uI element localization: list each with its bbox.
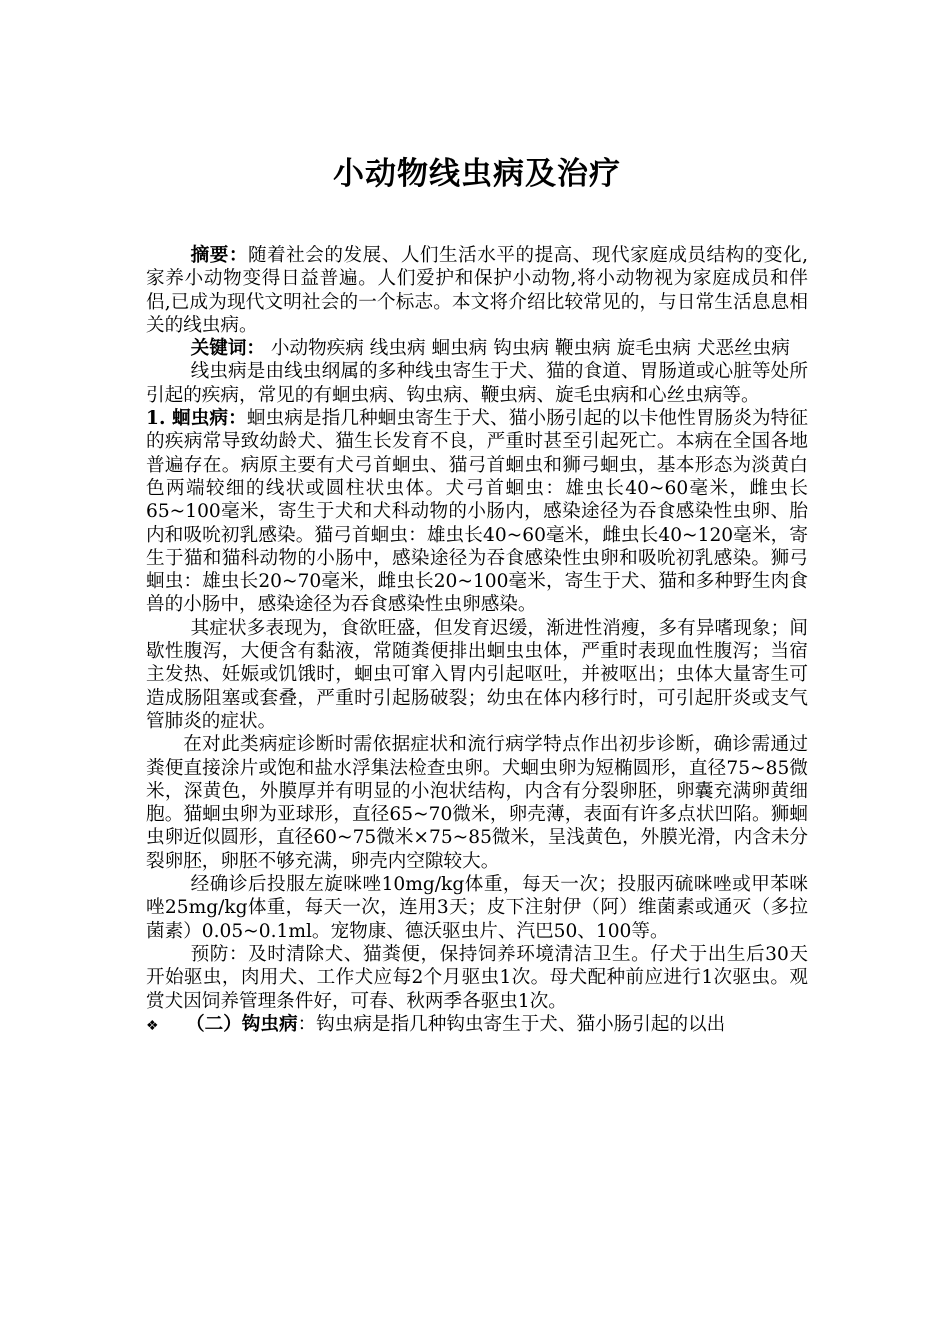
bullet-diamond-icon: ❖ [146,1017,159,1034]
keywords-paragraph [146,337,808,360]
document-title: 小动物线虫病及治疗 [333,156,621,192]
section1-paragraph [146,407,808,617]
section2-text: ：钩虫病是指几种钩虫寄生于犬、猫小肠引起的以出 [297,1013,726,1035]
section2-label: （二）钩虫病 [186,1013,298,1035]
abstract-text: 随着社会的发展、人们生活水平的提高、现代家庭成员结构的变化,家养小动物变得日益普遍。人们爱护和保护小动物,将小动物视为家庭成员和伴侣,已成为现代文明社会的一个标志。本文将介绍比较常见的，与日常生活息息相关的线虫病。 [146,245,808,336]
section2-paragraph [146,1013,808,1038]
abstract-paragraph [146,244,808,337]
section1-text: 蛔虫病是指几种蛔虫寄生于犬、猫小肠引起的以卡他性胃肠炎为特征的疾病常导致幼龄犬、猫生长发育不良，严重时甚至引起死亡。本病在全国各地普遍存在。病原主要有犬弓首蛔虫、猫弓首蛔虫和狮弓蛔虫，基本形态为淡黄白色两端较细的线状或圆柱状虫体。犬弓首蛔虫：雄虫长40~60毫米，雌虫长65~100毫米，寄生于犬和犬科动物的小肠内，感染途径为吞食感染性虫卵、胎内和吸吮初乳感染。猫弓首蛔虫：雄虫长40~60毫米，雌虫长40~120毫米，寄生于猫和猫科动物的小肠中，感染途径为吞食感染性虫卵和吸吮初乳感染。狮弓蛔虫：雄虫长20~70毫米，雌虫长20~100毫米，寄生于犬、猫和多种野生肉食兽的小肠中，感染途径为吞食感染性虫卵感染。 [146,408,808,616]
prevention-paragraph: 预防：及时清除犬、猫粪便，保持饲养环境清洁卫生。仔犬于出生后30天开始驱虫，肉用犬、工作犬应每2个月驱虫1次。母犬配种前应进行1次驱虫。观赏犬因饲养管理条件好，可春、秋两季各驱虫1次。 [146,943,808,1012]
section1-label: 1. 蛔虫病： [146,408,247,430]
symptoms-paragraph: 其症状多表现为，食欲旺盛，但发育迟缓，渐进性消瘦，多有异嗜现象；间歇性腹泻，大便含有黏液，常随粪便排出蛔虫虫体，严重时表现血性腹泻；当宿主发热、妊娠或饥饿时，蛔虫可窜入胃内引起呕吐，并被呕出；虫体大量寄生可造成肠阻塞或套叠，严重时引起肠破裂；幼虫在体内移行时，可引起肝炎或支气管肺炎的症状。 [146,617,808,732]
abstract-label: 摘要： [190,245,248,266]
keywords-text: 小动物疾病 线虫病 蛔虫病 钩虫病 鞭虫病 旋毛虫病 犬恶丝虫病 [265,338,790,360]
document-body [146,244,808,1038]
keywords-label: 关键词： [190,338,266,360]
intro-paragraph: 线虫病是由线虫纲属的多种线虫寄生于犬、猫的食道、胃肠道或心脏等处所引起的疾病，常见的有蛔虫病、钩虫病、鞭虫病、旋毛虫病和心丝虫病等。 [146,361,808,406]
treatment-paragraph: 经确诊后投服左旋咪唑10mg/kg体重，每天一次；投服丙硫咪唑或甲苯咪唑25mg/kg体重，每天一次，连用3天；皮下注射伊（阿）维菌素或通灭（多拉菌素）0.05~0.1ml。宠物康、德沃驱虫片、汽巴50、100等。 [146,874,808,942]
diagnosis-paragraph: 在对此类病症诊断时需依据症状和流行病学特点作出初步诊断，确诊需通过粪便直接涂片或饱和盐水浮集法检查虫卵。犬蛔虫卵为短椭圆形，直径75~85微米，深黄色，外膜厚并有明显的小泡状结构，内含有分裂卵胚，卵囊充满卵黄细胞。猫蛔虫卵为亚球形，直径65~70微米，卵壳薄，表面有许多点状凹陷。狮蛔虫卵近似圆形，直径60~75微米×75~85微米，呈浅黄色，外膜光滑，内含未分裂卵胚，卵胚不够充满，卵壳内空隙较大。 [146,734,809,872]
